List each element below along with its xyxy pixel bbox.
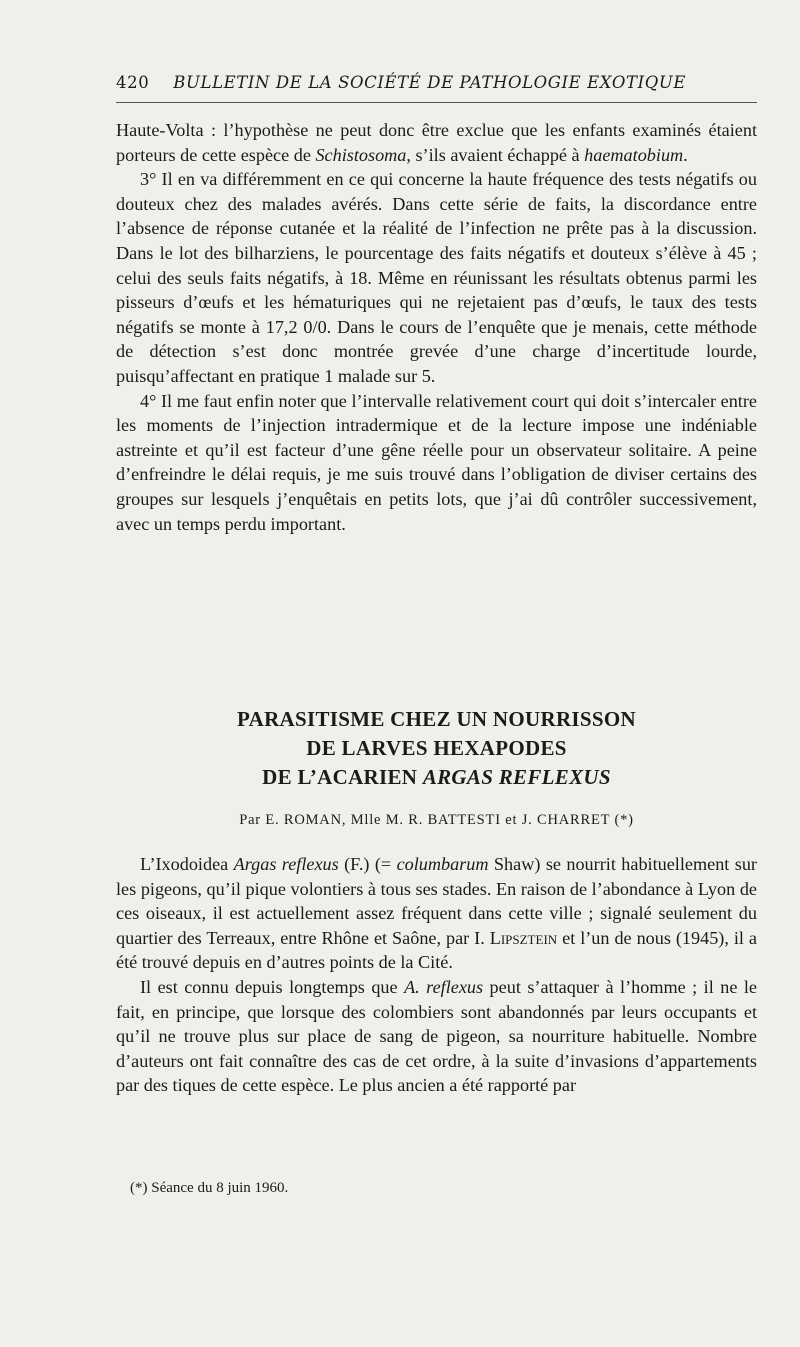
article-title-line-2: DE LARVES HEXAPODES [306, 736, 567, 760]
paragraph-continued: Haute-Volta : l’hypothèse ne peut donc être exclue que les enfants examinés étaient porteurs de cette espèce de Schistosoma, s’ils avaient échappé à haematobium. [116, 120, 757, 165]
article-title-line-1: PARASITISME CHEZ UN NOURRISSON [237, 707, 636, 731]
article-paragraph-2: Il est connu depuis longtemps que A. reflexus peut s’attaquer à l’homme ; il ne le fait, en principe, que lorsque des colombiers sont abandonnés par leurs occupants et qu’il ne trouve plus sur place de sang de pigeon, sa nourriture habituelle. Nombre d’auteurs ont fait connaître des cas de cet ordre, à la suite d’invasions d’appartements par des tiques de cette espèce. Le plus ancien a été rapporté par [116, 976, 757, 1096]
article-paragraph-1: L’Ixodoidea Argas reflexus (F.) (= columbarum Shaw) se nourrit habituellement sur les pigeons, qu’il pique volontiers à tous ses stades. En raison de l’abondance à Lyon de ces oiseaux, il est actuellement assez fréquent dans cette ville ; signalé seulement du quartier des Terreaux, entre Rhône et Saône, par I. Lipsztein et l’un de nous (1945), il a été trouvé depuis en d’autres points de la Cité. [116, 854, 757, 973]
running-header [116, 73, 757, 92]
header-rule [116, 102, 757, 103]
paragraph-point-3: 3° Il en va différemment en ce qui concerne la haute fréquence des tests négatifs ou douteux chez des malades avérés. Dans cette série de faits, la discordance entre l’absence de réponse cutanée et la réalité de l’infection ne prête pas à la discussion. Dans le lot des bilharziens, le pourcentage des faits négatifs et douteux s’élève à 45 ; celui des seuls faits négatifs, à 18. Même en réunissant les résultats obtenus parmi les pisseurs d’œufs et les hématuriques qui ne rejetaient pas d’œufs, le taux des tests négatifs se monte à 17,2 0/0. Dans le cours de l’enquête que je menais, cette méthode de détection s’est donc montrée grevée d’une charge d’incertitude lourde, puisqu’affectant en pratique 1 malade sur 5. [116, 169, 757, 386]
article-byline: Par E. ROMAN, Mlle M. R. BATTESTI et J. CHARRET (*) [239, 812, 634, 828]
previous-article-text [116, 118, 757, 536]
footnote: (*) Séance du 8 juin 1960. [130, 1180, 289, 1196]
journal-title: BULLETIN DE LA SOCIÉTÉ DE PATHOLOGIE EXOTIQUE [173, 73, 686, 92]
paragraph-point-4: 4° Il me faut enfin noter que l’intervalle relativement court qui doit s’intercaler entre les moments de l’injection intradermique et de la lecture impose une indéniable astreinte et qu’il est facteur d’une gêne réelle pour un observateur solitaire. A peine d’enfreindre le délai requis, je me suis trouvé dans l’obligation de diviser certains des groupes sur lesquels j’enquêtais en petits lots, que j’ai dû contrôler successivement, avec un temps perdu important. [116, 390, 757, 534]
article-title-line-3: DE L’ACARIEN ARGAS REFLEXUS [262, 765, 611, 789]
article-body [116, 852, 757, 1098]
article-title [116, 705, 757, 792]
page-number: 420 [116, 73, 150, 92]
